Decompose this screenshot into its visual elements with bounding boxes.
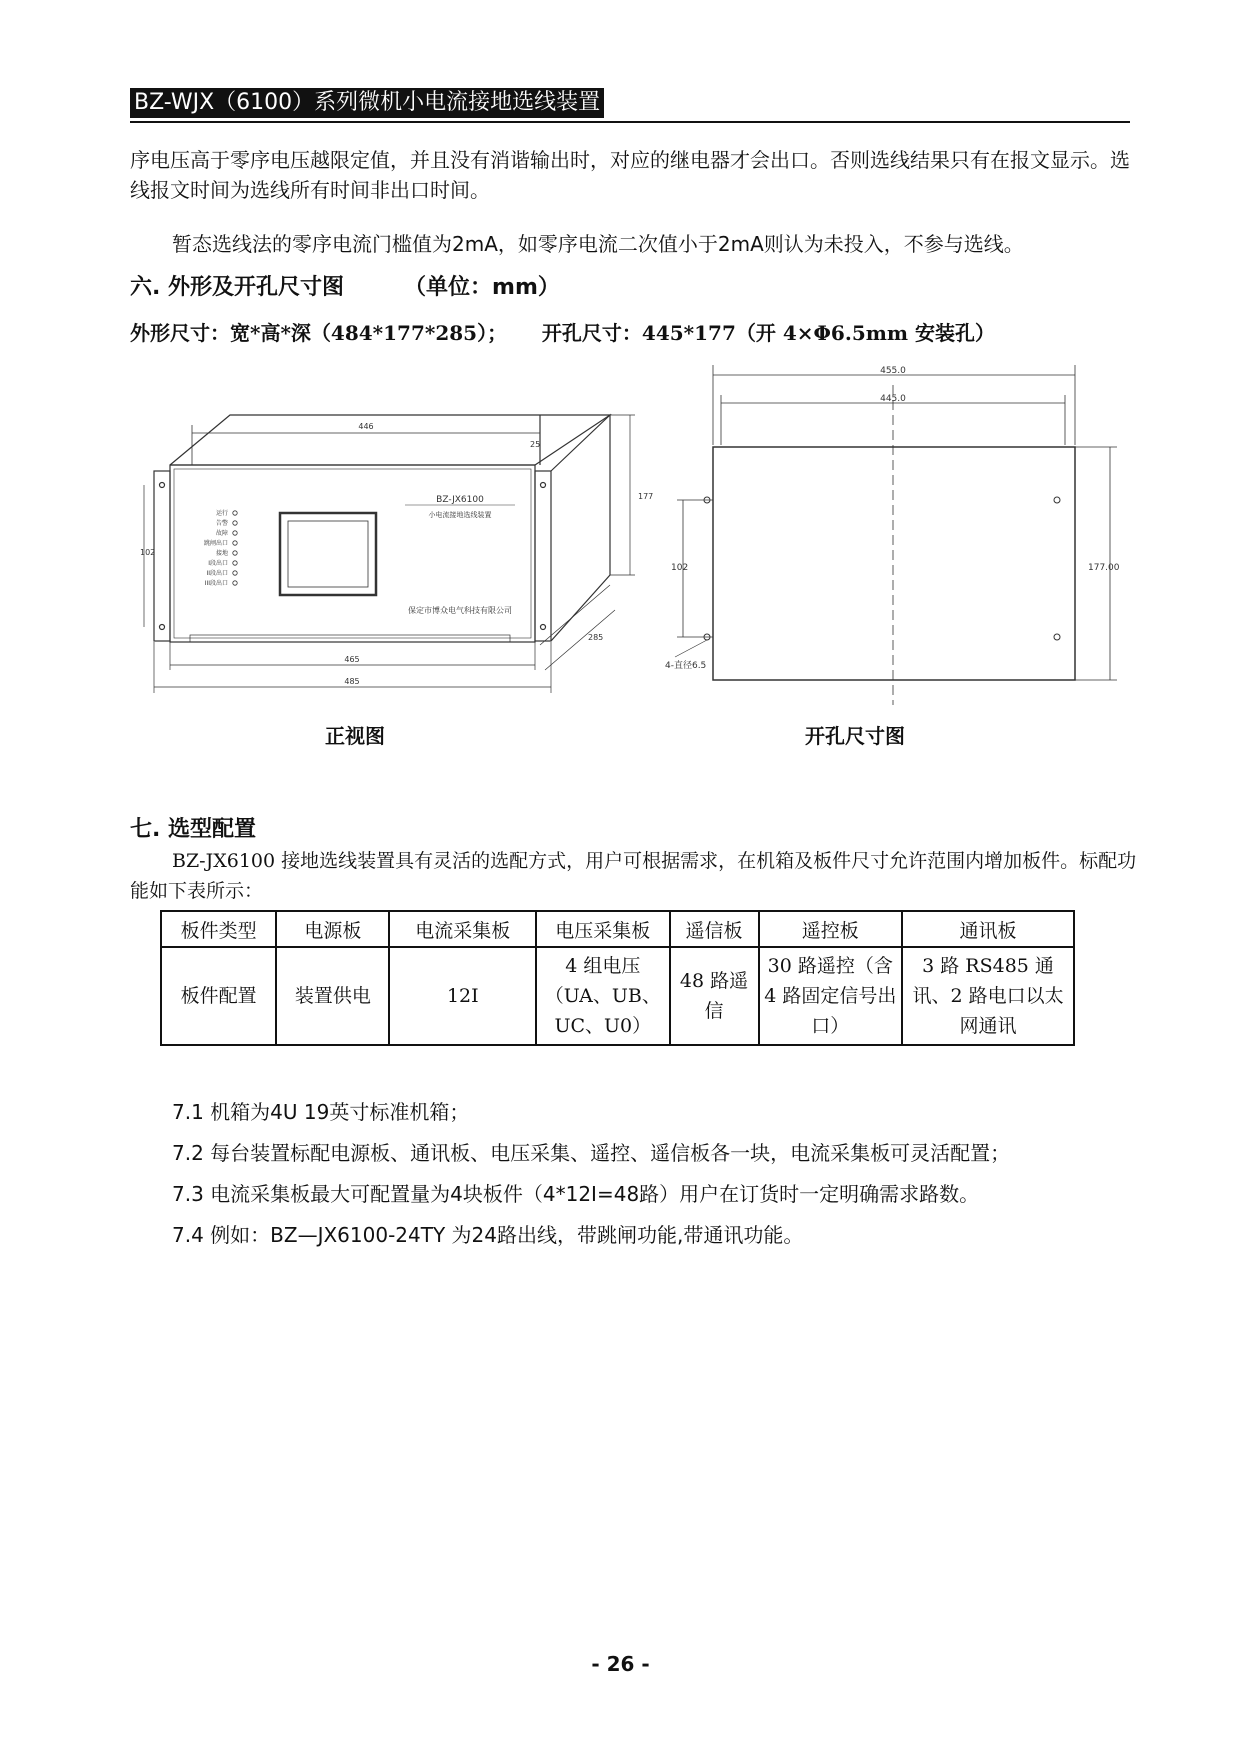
dim-depth: 285 [588, 633, 604, 642]
table-cell: 4 组电压（UA、UB、UC、U0） [536, 947, 669, 1045]
dim-outer: 455.0 [880, 366, 906, 376]
section-6-title: 六. 外形及开孔尺寸图 [130, 275, 345, 300]
dim-bottom-outer: 485 [344, 677, 360, 686]
table-header-row [161, 911, 1074, 947]
dim-inner: 445.0 [880, 394, 906, 404]
table-row [161, 947, 1074, 1045]
table-cell: 3 路 RS485 通讯、2 路电口以太网通讯 [902, 947, 1074, 1045]
intro-paragraph-2: 暂态选线法的零序电流门槛值为2mA，如零序电流二次值小于2mA则认为未投入，不参与选线。 [172, 232, 1024, 256]
table-cell: 48 路遥信 [670, 947, 759, 1045]
table-header-cell: 电流采集板 [389, 911, 536, 947]
table-header-cell: 电压采集板 [536, 911, 669, 947]
front-view-caption: 正视图 [325, 724, 385, 748]
led-label: I段出口 [208, 560, 228, 567]
device-model: BZ-JX6100 [436, 495, 484, 505]
config-table [160, 910, 1075, 1046]
dim-bottom-inner: 465 [344, 655, 360, 664]
table-header-cell: 板件类型 [161, 911, 276, 947]
header-rule [130, 121, 1130, 123]
led-label: II段出口 [206, 570, 228, 577]
header-title: BZ-WJX（6100）系列微机小电流接地选线装置 [130, 88, 604, 118]
dim-left: 102 [140, 548, 156, 557]
cutout-drawing [655, 365, 1125, 710]
led-label: 接地 [215, 550, 228, 557]
intro-paragraph-1: 序电压高于零序电压越限定值，并且没有消谐输出时，对应的继电器才会出口。否则选线结果只有在报文显示。选线报文时间为选线所有时间非出口时间。 [130, 148, 1130, 202]
dim-right: 177 [638, 492, 654, 501]
led-label: 运行 [215, 510, 228, 517]
section-6-unit: （单位：mm） [404, 275, 560, 300]
led-column [204, 509, 237, 587]
list-item: 7.2 每台装置标配电源板、通讯板、电压采集、遥控、遥信板各一块，电流采集板可灵活配置； [172, 1141, 1011, 1165]
table-header-cell: 遥控板 [759, 911, 903, 947]
section-6-heading [130, 270, 560, 301]
led-label: 故障 [215, 530, 228, 537]
front-view-drawing [140, 405, 660, 705]
company-name: 保定市博众电气科技有限公司 [408, 606, 512, 615]
cutout-caption: 开孔尺寸图 [805, 724, 905, 748]
table-cell: 12I [389, 947, 536, 1045]
led-label: 跳闸出口 [203, 540, 228, 547]
dim-top: 446 [358, 422, 374, 431]
table-cell: 板件配置 [161, 947, 276, 1045]
device-name: 小电流接地选线装置 [428, 511, 492, 519]
list-item: 7.4 例如：BZ—JX6100-24TY 为24路出线，带跳闸功能,带通讯功能。 [172, 1223, 804, 1247]
outer-dims: 外形尺寸：宽*高*深（484*177*285）； [130, 321, 508, 345]
dim-height: 177.00 [1088, 563, 1120, 573]
section-7-intro: BZ-JX6100 接地选线装置具有灵活的选配方式，用户可根据需求，在机箱及板件尺寸允许范围内增加板件。标配功能如下表所示： [130, 850, 1137, 902]
dim-depth-top: 25 [530, 440, 541, 449]
section-7-heading: 七. 选型配置 [130, 817, 257, 842]
led-label: III段出口 [204, 580, 228, 587]
hole-label: 4-直径6.5 [665, 661, 707, 671]
list-item: 7.1 机箱为4U 19英寸标准机箱； [172, 1100, 470, 1124]
table-cell: 30 路遥控（含 4 路固定信号出口） [759, 947, 903, 1045]
table-header-cell: 电源板 [276, 911, 389, 947]
page-number: - 26 - [591, 1652, 650, 1676]
cutout-dims: 开孔尺寸：445*177（开 4×Φ6.5mm 安装孔） [541, 321, 996, 345]
list-item: 7.3 电流采集板最大可配置量为4块板件（4*12I=48路）用户在订货时一定明确需求路数。 [172, 1182, 980, 1206]
table-cell: 装置供电 [276, 947, 389, 1045]
dimension-line [130, 317, 995, 346]
led-label: 告警 [215, 520, 228, 527]
dim-holes: 102 [671, 563, 689, 573]
table-header-cell: 通讯板 [902, 911, 1074, 947]
table-header-cell: 遥信板 [670, 911, 759, 947]
